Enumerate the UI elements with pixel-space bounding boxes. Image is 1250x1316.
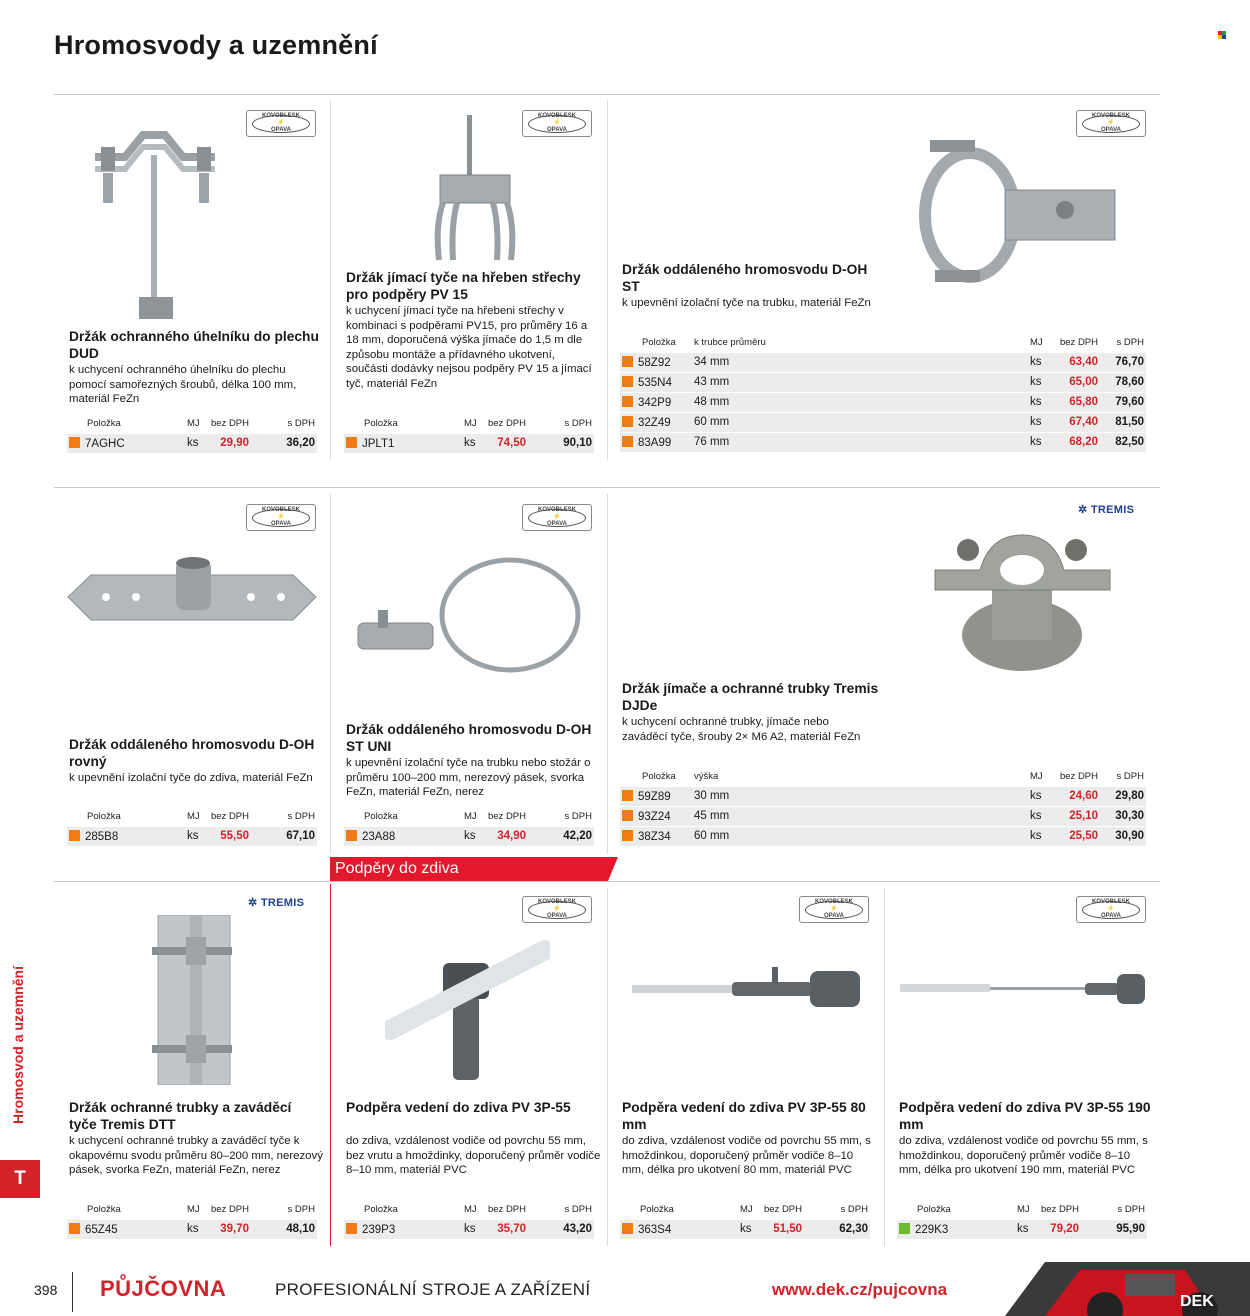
- tremis-holder-image: [930, 525, 1115, 675]
- wall-plate-image: [66, 555, 318, 640]
- divider: [54, 487, 1160, 488]
- divider: [330, 884, 331, 1246]
- table-row: 535N4 43 mm ks 65,00 78,60: [620, 372, 1146, 392]
- page-title: Hromosvody a uzemnění: [54, 30, 378, 60]
- table-row: 285B8 ks 55,50 67,10: [67, 826, 317, 846]
- color-marks-icon: [1218, 26, 1226, 34]
- table-row: 93Z24 45 mm ks 25,10 30,30: [620, 806, 1146, 826]
- machine-photo: [985, 1262, 1250, 1316]
- product-title: Držák oddáleného hromosvodu D-OH ST UNI: [346, 722, 592, 754]
- ridge-holder-image: [425, 115, 525, 265]
- product-title: Podpěra vedení do zdiva PV 3P-55 80 mm: [622, 1100, 866, 1132]
- table-row: 38Z34 60 mm ks 25,50 30,90: [620, 826, 1146, 846]
- price-table: Položka MJ bez DPH s DPH 285B8 ks 55,50 67,10: [67, 807, 317, 846]
- kovoblesk-logo: KOVOBLESK ⚡ OPAVA: [522, 896, 592, 923]
- kovoblesk-logo: KOVOBLESK ⚡ OPAVA: [1076, 110, 1146, 137]
- band-holder-image: [350, 555, 585, 685]
- support-190-image: [898, 970, 1148, 1010]
- footer-tagline: PROFESIONÁLNÍ STROJE A ZAŘÍZENÍ: [275, 1280, 591, 1299]
- product-title: Podpěra vedení do zdiva PV 3P-55: [346, 1100, 571, 1115]
- product-description: k uchycení jímací tyče na hřebeni střechy v kombinaci s podpěrami PV15, pro průměry 16 a 18 mm, doporučená výška jímače do 1,5 m dle způsobu montáže a přídavného ukotvení, součásti dodávky nejsou podpěry PV 15 a jímací tyč, materiál FeZn: [346, 305, 592, 390]
- kovoblesk-logo: KOVOBLESK ⚡ OPAVA: [246, 110, 316, 137]
- product-title: Podpěra vedení do zdiva PV 3P-55 190 mm: [899, 1100, 1151, 1132]
- price-table: Položka výška MJ bez DPH s DPH 59Z89 30 mm ks 24,60 29,80 93Z24 45 mm ks 25,10 30,30 38Z34 60 mm ks 25,50 30,90: [620, 767, 1146, 846]
- kovoblesk-logo: KOVOBLESK ⚡ OPAVA: [522, 504, 592, 531]
- svg-text:DEK: DEK: [1180, 1293, 1214, 1310]
- side-label: Hromosvod a uzemnění: [10, 966, 27, 1124]
- price-table: Položka MJ bez DPH s DPH 239P3 ks 35,70 43,20: [344, 1200, 594, 1239]
- footer-url-link[interactable]: www.dek.cz/pujcovna: [772, 1280, 948, 1299]
- product-description: k uchycení ochranné trubky a zaváděcí tyče k okapovému svodu průměru 80–200 mm, nerezový pásek, svorka FeZn, materiál FeZn, nerez: [69, 1135, 323, 1177]
- divider: [607, 888, 608, 1246]
- divider: [884, 888, 885, 1246]
- divider: [72, 1272, 73, 1312]
- kovoblesk-logo: KOVOBLESK ⚡ OPAVA: [799, 896, 869, 923]
- product-description: k upevnění izolační tyče na trubku nebo stožár o průměru 100–200 mm, nerezový pásek, svorka FeZn, materiál FeZn, nerez: [346, 757, 591, 799]
- price-table: Položka MJ bez DPH s DPH 7AGHC ks 29,90 36,20: [67, 414, 317, 453]
- table-row: 32Z49 60 mm ks 67,40 81,50: [620, 412, 1146, 432]
- table-row: 59Z89 30 mm ks 24,60 29,80: [620, 786, 1146, 806]
- product-description: k uchycení ochranného úhelníku do plechu pomocí samořezných šroubů, délka 100 mm, materiál FeZn: [69, 364, 297, 406]
- product-title: Držák jímací tyče na hřeben střechy pro podpěry PV 15: [346, 270, 581, 302]
- side-tab-letter: T: [0, 1160, 40, 1198]
- tremis-logo: ✲ TREMIS: [1078, 504, 1135, 516]
- divider: [54, 881, 1160, 882]
- footer-brand: PŮJČOVNA: [100, 1276, 227, 1301]
- support-80-image: [630, 965, 865, 1015]
- tremis-logo: ✲ TREMIS: [248, 897, 305, 909]
- price-table: Položka MJ bez DPH s DPH 229K3 ks 79,20 95,90: [897, 1200, 1147, 1239]
- product-description: do zdiva, vzdálenost vodiče od povrchu 55 mm, s hmoždinkou, doporučený průměr vodiče 8–10 mm, délka pro ukotvení 190 mm, materiál PVC: [899, 1135, 1148, 1177]
- table-row: 342P9 48 mm ks 65,80 79,60: [620, 392, 1146, 412]
- section-header: Podpěry do zdiva: [330, 857, 608, 881]
- product-description: k uchycení ochranné trubky, jímače nebo zaváděcí tyče, šrouby 2× M6 A2, materiál FeZn: [622, 716, 861, 743]
- table-row: 229K3 ks 79,20 95,90: [897, 1219, 1147, 1239]
- kovoblesk-logo: KOVOBLESK ⚡ OPAVA: [246, 504, 316, 531]
- table-row: 58Z92 34 mm ks 63,40 76,70: [620, 352, 1146, 372]
- product-description: k upevnění izolační tyče na trubku, materiál FeZn: [622, 297, 871, 309]
- support-pv-image: [385, 935, 550, 1085]
- product-title: Držák oddáleného hromosvodu D-OH ST: [622, 262, 868, 294]
- pipe-holder-image: [915, 130, 1145, 300]
- kovoblesk-logo: KOVOBLESK ⚡ OPAVA: [522, 110, 592, 137]
- table-row: 363S4 ks 51,50 62,30: [620, 1219, 870, 1239]
- page-number: 398: [34, 1282, 58, 1298]
- table-row: 83A99 76 mm ks 68,20 82,50: [620, 432, 1146, 452]
- divider: [607, 100, 608, 460]
- divider: [330, 100, 331, 460]
- angle-holder-image: [85, 125, 235, 325]
- price-table: Položka MJ bez DPH s DPH 23A88 ks 34,90 42,20: [344, 807, 594, 846]
- table-row: 23A88 ks 34,90 42,20: [344, 826, 594, 846]
- divider: [607, 494, 608, 854]
- product-title: Držák ochranné trubky a zaváděcí tyče Tremis DTT: [69, 1100, 292, 1132]
- divider: [54, 94, 1160, 95]
- product-description: do zdiva, vzdálenost vodiče od povrchu 55 mm, bez vrutu a hmoždinky, doporučený průměr vodiče 8–10 mm, materiál PVC: [346, 1135, 601, 1177]
- price-table: Položka MJ bez DPH s DPH 363S4 ks 51,50 62,30: [620, 1200, 870, 1239]
- table-row: 7AGHC ks 29,90 36,20: [67, 433, 317, 453]
- price-table: Položka MJ bez DPH s DPH 65Z45 ks 39,70 48,10: [67, 1200, 317, 1239]
- price-table: Položka MJ bez DPH s DPH JPLT1 ks 74,50 90,10: [344, 414, 594, 453]
- divider: [330, 494, 331, 854]
- table-row: 65Z45 ks 39,70 48,10: [67, 1219, 317, 1239]
- product-title: Držák jímače a ochranné trubky Tremis DJDe: [622, 681, 879, 713]
- product-title: Držák oddáleného hromosvodu D-OH rovný: [69, 737, 315, 769]
- price-table: Položka k trubce průměru MJ bez DPH s DPH 58Z92 34 mm ks 63,40 76,70 535N4 43 mm ks 65,00 78,60 342P9 48 mm ks 65,80 79,60 32Z49 60 mm ks 67,40 81,50 83A99 76 mm ks 68,20 82,50: [620, 333, 1146, 452]
- product-description: k upevnění izolační tyče do zdiva, materiál FeZn: [69, 772, 313, 784]
- downpipe-holder-image: [150, 915, 235, 1085]
- product-title: Držák ochranného úhelníku do plechu DUD: [69, 329, 319, 361]
- kovoblesk-logo: KOVOBLESK ⚡ OPAVA: [1076, 896, 1146, 923]
- table-row: 239P3 ks 35,70 43,20: [344, 1219, 594, 1239]
- table-row: JPLT1 ks 74,50 90,10: [344, 433, 594, 453]
- product-description: do zdiva, vzdálenost vodiče od povrchu 55 mm, s hmoždinkou, doporučený průměr vodiče 8–10 mm, délka pro ukotvení 80 mm, materiál PVC: [622, 1135, 871, 1177]
